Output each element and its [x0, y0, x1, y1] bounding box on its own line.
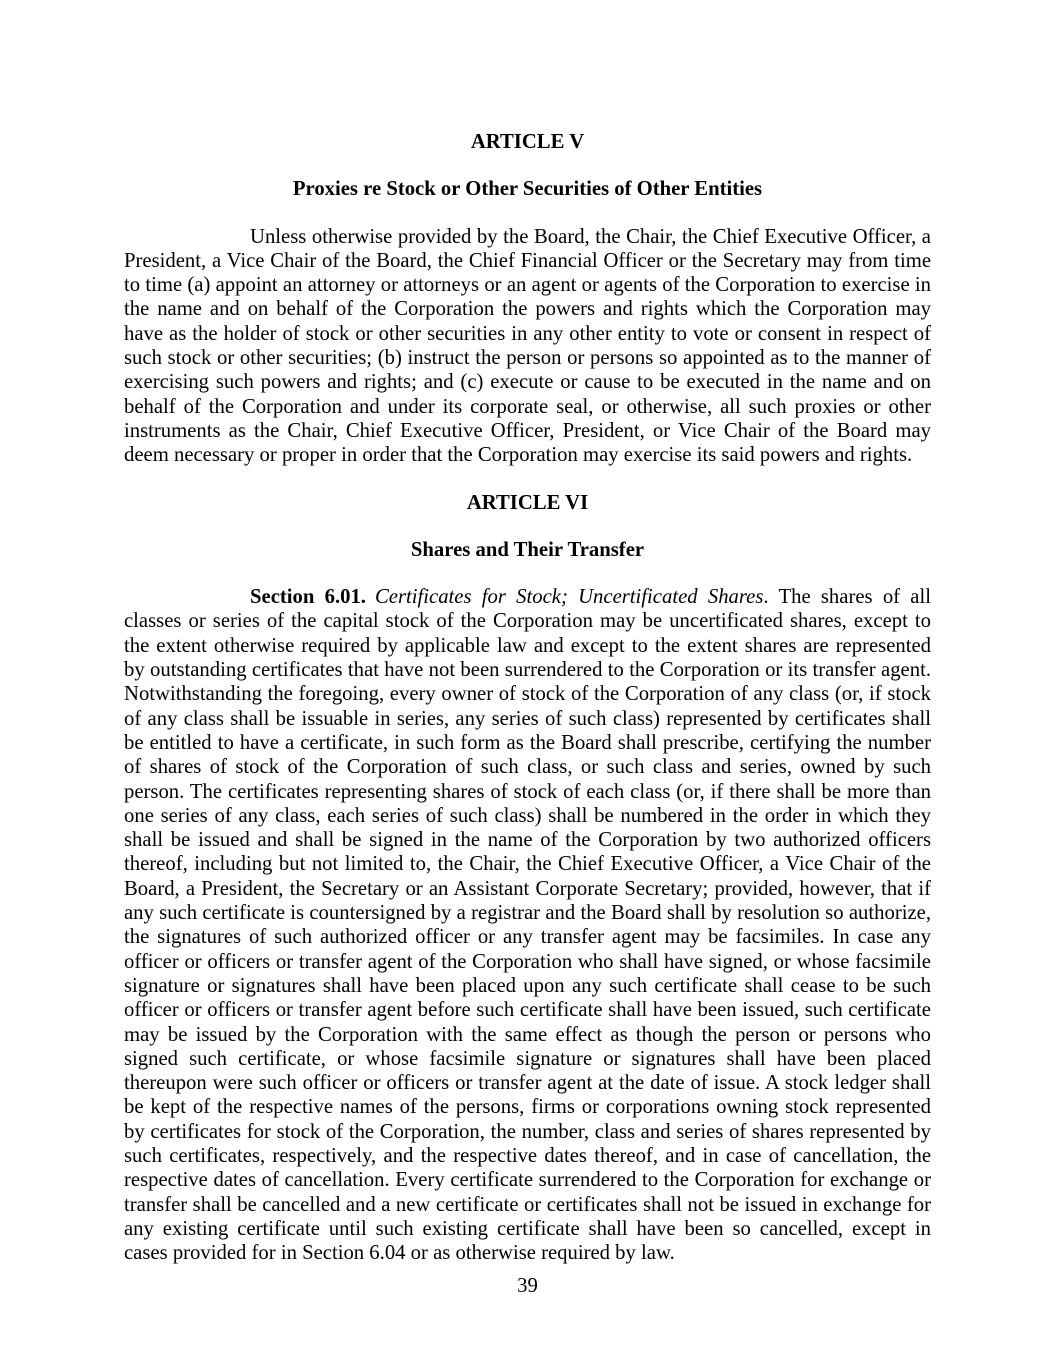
- page-number: 39: [517, 1275, 538, 1297]
- section-6-01-body: . The shares of all classes or series of the capital stock of the Corporation may be uncertificated shares, except to the extent otherwise required by applicable law and except to the extent shares are represented by outstanding certificates that have not been surrendered to the Corporation or its transfer agent. Notwithstanding the foregoing, every owner of stock of the Corporation of any class (or, if stock of any class shall be issuable in series, any series of such class) represented by certificates shall be entitled to have a certificate, in such form as the Board shall prescribe, certifying the number of shares of stock of the Corporation of such class, or such class and series, owned by such person. The certificates representing shares of stock of each class (or, if there shall be more than one series of any class, each series of such class) shall be numbered in the order in which they shall be issued and shall be signed in the name of the Corporation by two authorized officers thereof, including but not limited to, the Chair, the Chief Executive Officer, a Vice Chair of the Board, a President, the Secretary or an Assistant Corporate Secretary; provided, however, that if any such certificate is countersigned by a registrar and the Board shall by resolution so authorize, the signatures of such authorized officer or any transfer agent may be facsimiles. In case any officer or officers or transfer agent of the Corporation who shall have signed, or whose facsimile signature or signatures shall have been placed upon any such certificate shall cease to be such officer or officers or transfer agent before such certificate shall have been issued, such certificate may be issued by the Corporation with the same effect as though the person or persons who signed such certificate, or whose facsimile signature or signatures shall have been placed thereupon were such officer or officers or transfer agent at the date of issue. A stock ledger shall be kept of the respective names of the persons, firms or corporations owning stock represented by certificates for stock of the Corporation, the number, class and series of shares represented by such certificates, respectively, and the respective dates thereof, and in case of cancellation, the respective dates of cancellation. Every certificate surrendered to the Corporation for exchange or transfer shall be cancelled and a new certificate or certificates shall not be issued in exchange for any existing certificate until such existing certificate shall have been so cancelled, except in cases provided for in Section 6.04 or as otherwise required by law.: [124, 586, 931, 1265]
- article-6-subheading: Shares and Their Transfer: [410, 538, 645, 561]
- section-6-01-label: Section 6.01.: [250, 586, 366, 609]
- article-6-heading: ARTICLE VI: [466, 491, 589, 514]
- article-5-heading: ARTICLE V: [470, 131, 585, 153]
- section-6-01-title: Certificates for Stock; Uncertificated Shares: [374, 586, 764, 609]
- section-6-01-paragraph: [124, 585, 931, 1265]
- article-5-subheading: Proxies re Stock or Other Securities of Other Entities: [292, 178, 763, 201]
- article-5-paragraph: Unless otherwise provided by the Board, the Chair, the Chief Executive Officer, a President, a Vice Chair of the Board, the Chief Financial Officer or the Secretary may from time to time (a) appoint an attorney or attorneys or an agent or agents of the Corporation to exercise in the name and on behalf of the Corporation the powers and rights which the Corporation may have as the holder of stock or other securities in any other entity to vote or consent in respect of such stock or other securities; (b) instruct the person or persons so appointed as to the manner of exercising such powers and rights; and (c) execute or cause to be executed in the name and on behalf of the Corporation and under its corporate seal, or otherwise, all such proxies or other instruments as the Chair, Chief Executive Officer, President, or Vice Chair of the Board may deem necessary or proper in order that the Corporation may exercise its said powers and rights.: [124, 225, 931, 467]
